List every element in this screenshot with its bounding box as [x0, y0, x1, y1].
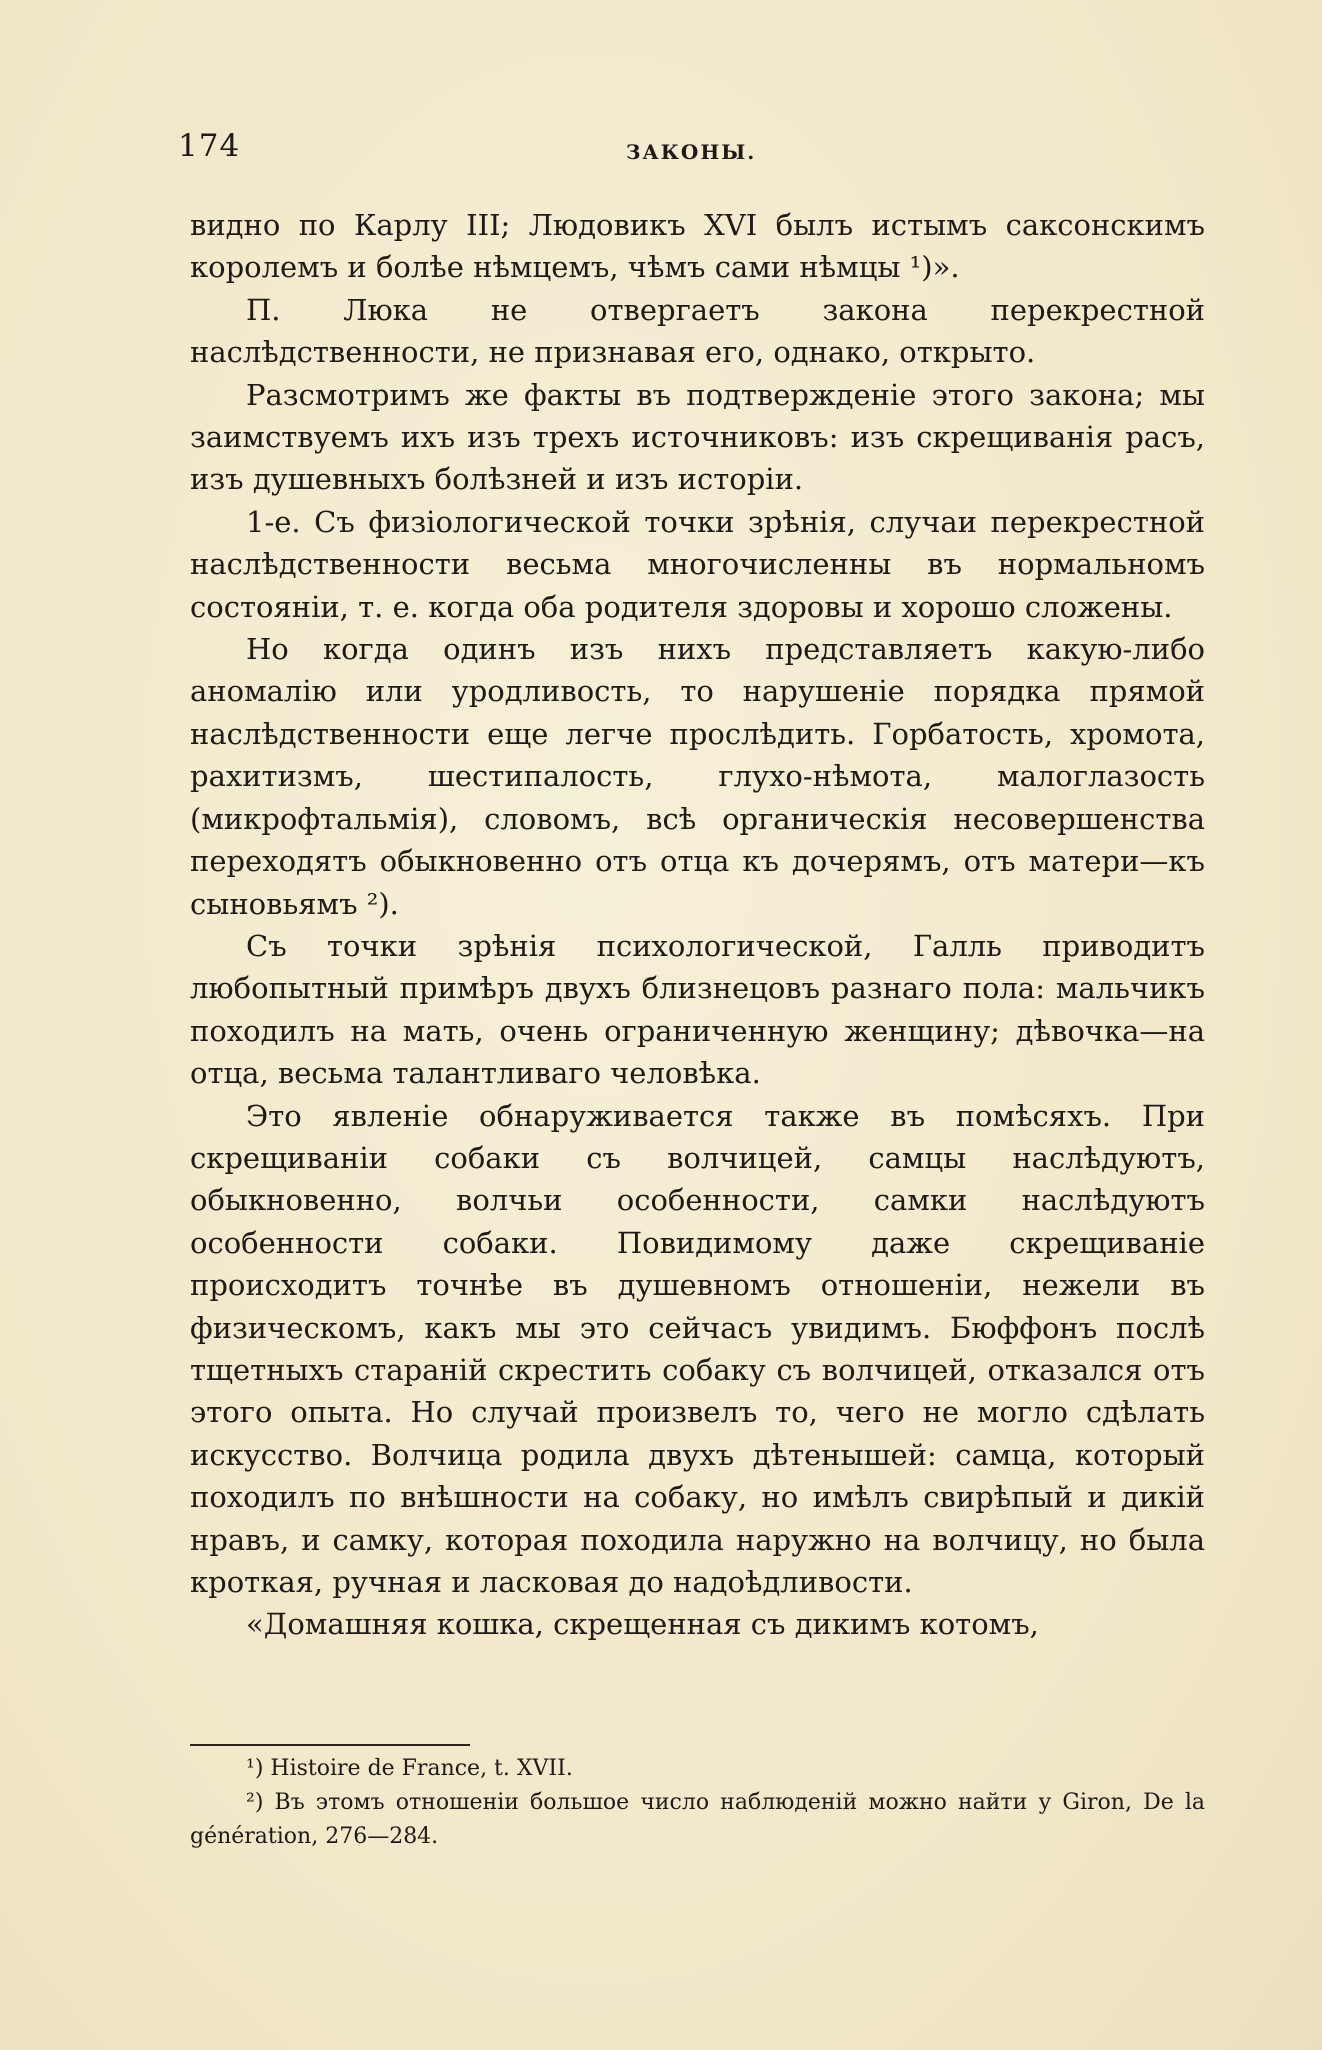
footnote-mark: ²)	[246, 1790, 264, 1815]
paragraph: П. Люка не отвергаетъ закона перекрестной наслѣдственности, не признавая его, однако, открыто.	[190, 292, 1205, 370]
footnote-text: Въ этомъ отношеніи большое число наблюденій можно найти у Giron, De la génération, 276—284.	[190, 1790, 1206, 1849]
paragraph: «Домашняя кошка, скрещенная съ дикимъ котомъ,	[246, 1607, 1039, 1642]
footnotes	[190, 1752, 1205, 1854]
page-number: 174	[178, 128, 241, 164]
page-header	[178, 128, 1208, 178]
body-text	[190, 204, 1205, 1646]
footnote-text: Histoire de France, t. XVII.	[270, 1756, 573, 1781]
paragraph: Но когда одинъ изъ нихъ представляетъ какую-либо аномалію или уродливость, то нарушеніе порядка прямой наслѣдственности еще легче прослѣдить. Горбатость, хромота, рахитизмъ, шестипалость, глухо-нѣмота, малоглазость (микрофтальмія), словомъ, всѣ органическія несовершенства переходятъ обыкновенно отъ отца къ дочерямъ, отъ матери—къ сыновьямъ ²).	[190, 632, 1205, 921]
paragraph: Разсмотримъ же факты въ подтвержденіе этого закона; мы заимствуемъ ихъ изъ трехъ источниковъ: изъ скрещиванія расъ, изъ душевныхъ болѣзней и изъ исторіи.	[190, 377, 1205, 497]
footnote-divider	[190, 1744, 470, 1746]
paragraph: Съ точки зрѣнія психологической, Галль приводитъ любопытный примѣръ двухъ близнецовъ разнаго пола: мальчикъ походилъ на мать, очень ограниченную женщину; дѣвочка—на отца, весьма талантливаго человѣка.	[190, 928, 1205, 1091]
paragraph: видно по Карлу III; Людовикъ XVI былъ истымъ саксонскимъ королемъ и болѣе нѣмцемъ, чѣмъ сами нѣмцы ¹)».	[190, 208, 1205, 285]
paragraph: 1-е. Съ физіологической точки зрѣнія, случаи перекрестной наслѣдственности весьма многочисленны въ нормальномъ состояніи, т. е. когда оба родителя здоровы и хорошо сложены.	[190, 504, 1205, 624]
running-title: ЗАКОНЫ.	[626, 140, 757, 164]
footnote	[190, 1752, 1205, 1786]
paragraph: Это явленіе обнаруживается также въ помѣсяхъ. При скрещиваніи собаки съ волчицей, самцы наслѣдуютъ, обыкновенно, волчьи особенности, самки наслѣдуютъ особенности собаки. Повидимому даже скрещиваніе происходитъ точнѣе въ душевномъ отношеніи, нежели въ физическомъ, какъ мы это сейчасъ увидимъ. Бюффонъ послѣ тщетныхъ стараній скрестить собаку съ волчицей, отказался отъ этого опыта. Но случай произвелъ то, чего не могло сдѣлать искусство. Волчица родила двухъ дѣтенышей: самца, который походилъ по внѣшности на собаку, но имѣлъ свирѣпый и дикій нравъ, и самку, которая походила наружно на волчицу, но была кроткая, ручная и ласковая до надоѣдливости.	[190, 1098, 1205, 1599]
footnote-mark: ¹)	[246, 1756, 264, 1781]
footnote	[190, 1786, 1205, 1854]
